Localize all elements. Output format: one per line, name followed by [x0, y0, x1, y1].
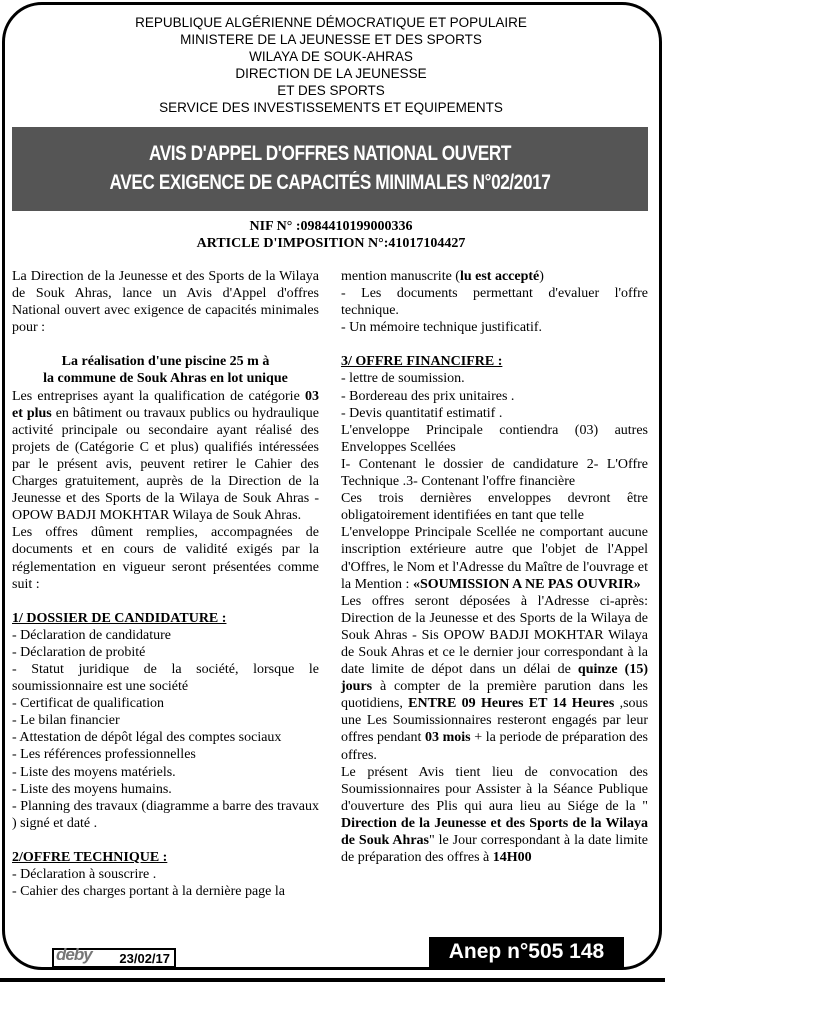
right-column: [341, 268, 648, 866]
deposit-delay: quinze (15) jours: [341, 662, 648, 695]
list-item: - Statut juridique de la société, lorsque le soumissionnaire est une société: [12, 661, 319, 695]
list-item: - lettre de soumission.: [341, 371, 465, 387]
list-item: - Cahier des charges portant à la dernière page la: [12, 884, 285, 900]
envelopes-identified: Ces trois dernières enveloppes devront être obligatoirement identifiées en tant que telle: [341, 491, 648, 524]
sealed-envelope-paragraph: [341, 524, 648, 592]
list-item: - Déclaration de candidature: [12, 627, 171, 643]
list-item: - Bordereau des prix unitaires .: [341, 388, 515, 404]
deposit-hours: ENTRE 09 Heures ET 14 Heures: [408, 696, 615, 712]
continued-bold: lu est accepté: [459, 269, 540, 284]
anep-reference: Anep n°505 148: [429, 937, 624, 967]
banner-title-line-1: AVIS D'APPEL D'OFFRES NATIONAL OUVERT: [148, 142, 512, 165]
list-item: - Planning des travaux (diagramme a barre des travaux ) signé et daté .: [12, 798, 319, 831]
notice-direction: Direction de la Jeunesse et des Sports de la Wilaya de Souk Ahras: [341, 815, 648, 848]
envelope-paragraph: L'enveloppe Principale contiendra (03) autres Enveloppes Scellées: [341, 422, 648, 455]
list-item: - Les références professionnelles: [12, 747, 196, 763]
sealed-mention: «SOUMISSION A NE PAS OUVRIR»: [412, 576, 641, 592]
deposit-text-3: ,sous une Les Soumissionnaires resteront engagés par leur offres pendant: [341, 696, 648, 746]
header-block: [0, 14, 662, 116]
list-item: - Devis quantitatif estimatif .: [341, 405, 503, 421]
qualification-text: Les entreprises ayant la qualification de catégorie: [12, 388, 305, 404]
continued-text-end: ): [539, 269, 544, 284]
deposit-text-2: à compter de la première parution dans les quotidiens,: [341, 679, 648, 712]
list-item: - Déclaration de probité: [12, 644, 146, 660]
notice-text-2: " le Jour correspondant à la date limite de préparation des offres à: [341, 833, 648, 866]
list-item-continued: [341, 268, 648, 285]
list-item: - Attestation de dépôt légal des comptes sociaux: [12, 730, 282, 746]
section-title-candidature: 1/ DOSSIER DE CANDIDATURE :: [12, 610, 227, 626]
qualification-paragraph: [12, 388, 319, 525]
list-item: - Liste des moyens matériels.: [12, 764, 176, 780]
section-title-technique: 2/OFFRE TECHNIQUE :: [12, 849, 168, 865]
publisher-logo: deby: [56, 945, 92, 964]
sealed-text: L'enveloppe Principale Scellée ne comportant aucune inscription extérieure autre que l'objet de l'Appel d'Offres, le Nom et l'Adresse du Maître de l'ouvrage et la Mention :: [341, 525, 648, 592]
list-item: - Le bilan financier: [12, 713, 120, 729]
header-line: WILAYA DE SOUK-AHRAS: [249, 49, 413, 64]
header-line: ET DES SPORTS: [277, 83, 385, 98]
notice-time: 14H00: [492, 850, 532, 866]
envelope-list: I- Contenant le dossier de candidature 2- L'Offre Technique .3- Contenant l'offre financière: [341, 456, 648, 490]
header-line: DIRECTION DE LA JEUNESSE: [235, 66, 427, 81]
section-title-financiere: 3/ OFFRE FINANCIFRE :: [341, 354, 503, 370]
qualification-text-2: en bâtiment ou travaux publics ou hydraulique activité principale ou secondaire ayant réalisé des projets de (Catégorie C et plus) qualifiés intéressées par le présent avis, peuvent retirer le Cahier des Charges gratuitement, auprès de la Direction de la Jeunesse et des Sports de la Wilaya de Souk Ahras - OPOW BADJI MOKHTAR Wilaya de Souk Ahras.: [12, 405, 319, 524]
project-title-line-2: la commune de Souk Ahras en lot unique: [43, 371, 288, 387]
deposit-paragraph: [341, 593, 648, 764]
deposit-text: Les offres seront déposées à l'Adresse ci-après: Direction de la Jeunesse et des Sports de la Wilaya de Souk Ahras - Sis OPOW BADJI MOKHTAR Wilaya de Souk Ahras et ce le dernier jour correspondant à la date limite de dépot dans un délai de: [341, 593, 648, 678]
qualification-category: 03 et plus: [12, 388, 319, 421]
notice-paragraph: [341, 764, 648, 867]
deposit-validity: 03 mois: [424, 730, 471, 746]
list-item: - Liste des moyens humains.: [12, 781, 172, 797]
list-item: - Déclaration à souscrire .: [12, 867, 157, 882]
nif-number: NIF N° :0984410199000336: [249, 219, 413, 234]
deposit-text-4: + la periode de préparation des offres.: [341, 730, 649, 763]
left-column: [12, 268, 319, 900]
header-line: MINISTERE DE LA JEUNESSE ET DES SPORTS: [180, 32, 482, 47]
intro-paragraph: La Direction de la Jeunesse et des Sports de la Wilaya de Souk Ahras, lance un Avis d'Appel d'offres National ouvert avec exigence de capacités minimales pour :: [12, 269, 319, 336]
header-line: REPUBLIQUE ALGÉRIENNE DÉMOCRATIQUE ET POPULAIRE: [135, 15, 527, 30]
footer-date-box: [52, 945, 176, 968]
bottom-divider: [0, 978, 665, 982]
list-item: - Certificat de qualification: [12, 696, 164, 712]
publication-date: 23/02/17: [119, 951, 170, 966]
list-item: - Un mémoire technique justificatif.: [341, 320, 542, 336]
project-title-line-1: La réalisation d'une piscine 25 m à: [61, 354, 270, 370]
header-line: SERVICE DES INVESTISSEMENTS ET EQUIPEMENTS: [159, 100, 503, 115]
title-banner: [12, 127, 648, 211]
notice-text: Le présent Avis tient lieu de convocation des Soumissionnaires pour Assister à la Séance Publique d'ouverture des Plis qui aura lieu au Siége de la ": [341, 764, 648, 814]
article-imposition: ARTICLE D'IMPOSITION N°:41017104427: [196, 236, 466, 251]
banner-title-line-2: AVEC EXIGENCE DE CAPACITÉS MINIMALES N°02/2017: [109, 171, 551, 194]
list-item: - Les documents permettant d'evaluer l'offre technique.: [341, 286, 648, 319]
offers-paragraph: Les offres dûment remplies, accompagnées de documents et en cours de validité exigés par la réglementation en vigueur seront présentées comme suit :: [12, 525, 319, 592]
continued-text: mention manuscrite (: [341, 269, 460, 284]
